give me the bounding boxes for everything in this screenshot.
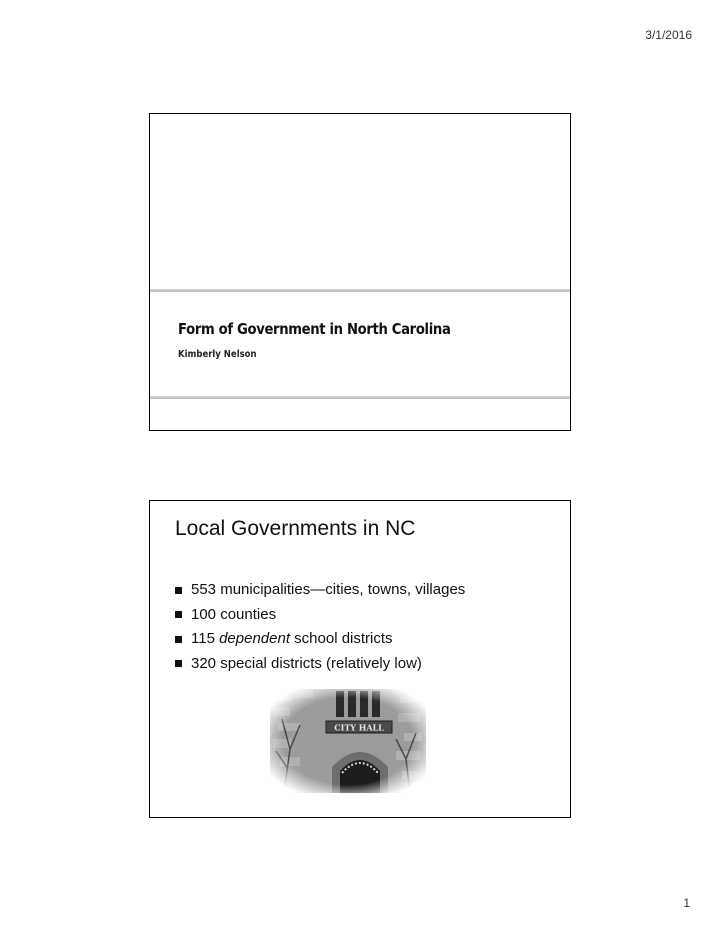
content-slide	[149, 500, 571, 818]
slide-author: Kimberly Nelson	[178, 349, 257, 360]
divider-line-bottom	[150, 396, 570, 399]
list-item	[175, 652, 465, 677]
bullet-list	[175, 578, 465, 676]
slide-title: Local Governments in NC	[175, 517, 416, 540]
square-bullet-icon	[175, 636, 182, 643]
list-item	[175, 627, 465, 652]
square-bullet-icon	[175, 660, 182, 667]
square-bullet-icon	[175, 587, 182, 594]
list-item	[175, 603, 465, 628]
page-date: 3/1/2016	[645, 28, 692, 42]
title-slide	[149, 113, 571, 431]
list-item-text: 320 special districts (relatively low)	[191, 654, 422, 672]
list-item-text: 100 counties	[191, 605, 277, 623]
square-bullet-icon	[175, 611, 182, 618]
city-hall-photo	[270, 689, 426, 793]
list-item-text: 553 municipalities—cities, towns, villages	[191, 581, 466, 598]
list-item	[175, 578, 465, 603]
divider-line-top	[150, 289, 570, 292]
page-number: 1	[683, 896, 690, 910]
slide-title: Form of Government in North Carolina	[178, 320, 451, 338]
list-item-text: 115 dependent school districts	[191, 630, 393, 647]
